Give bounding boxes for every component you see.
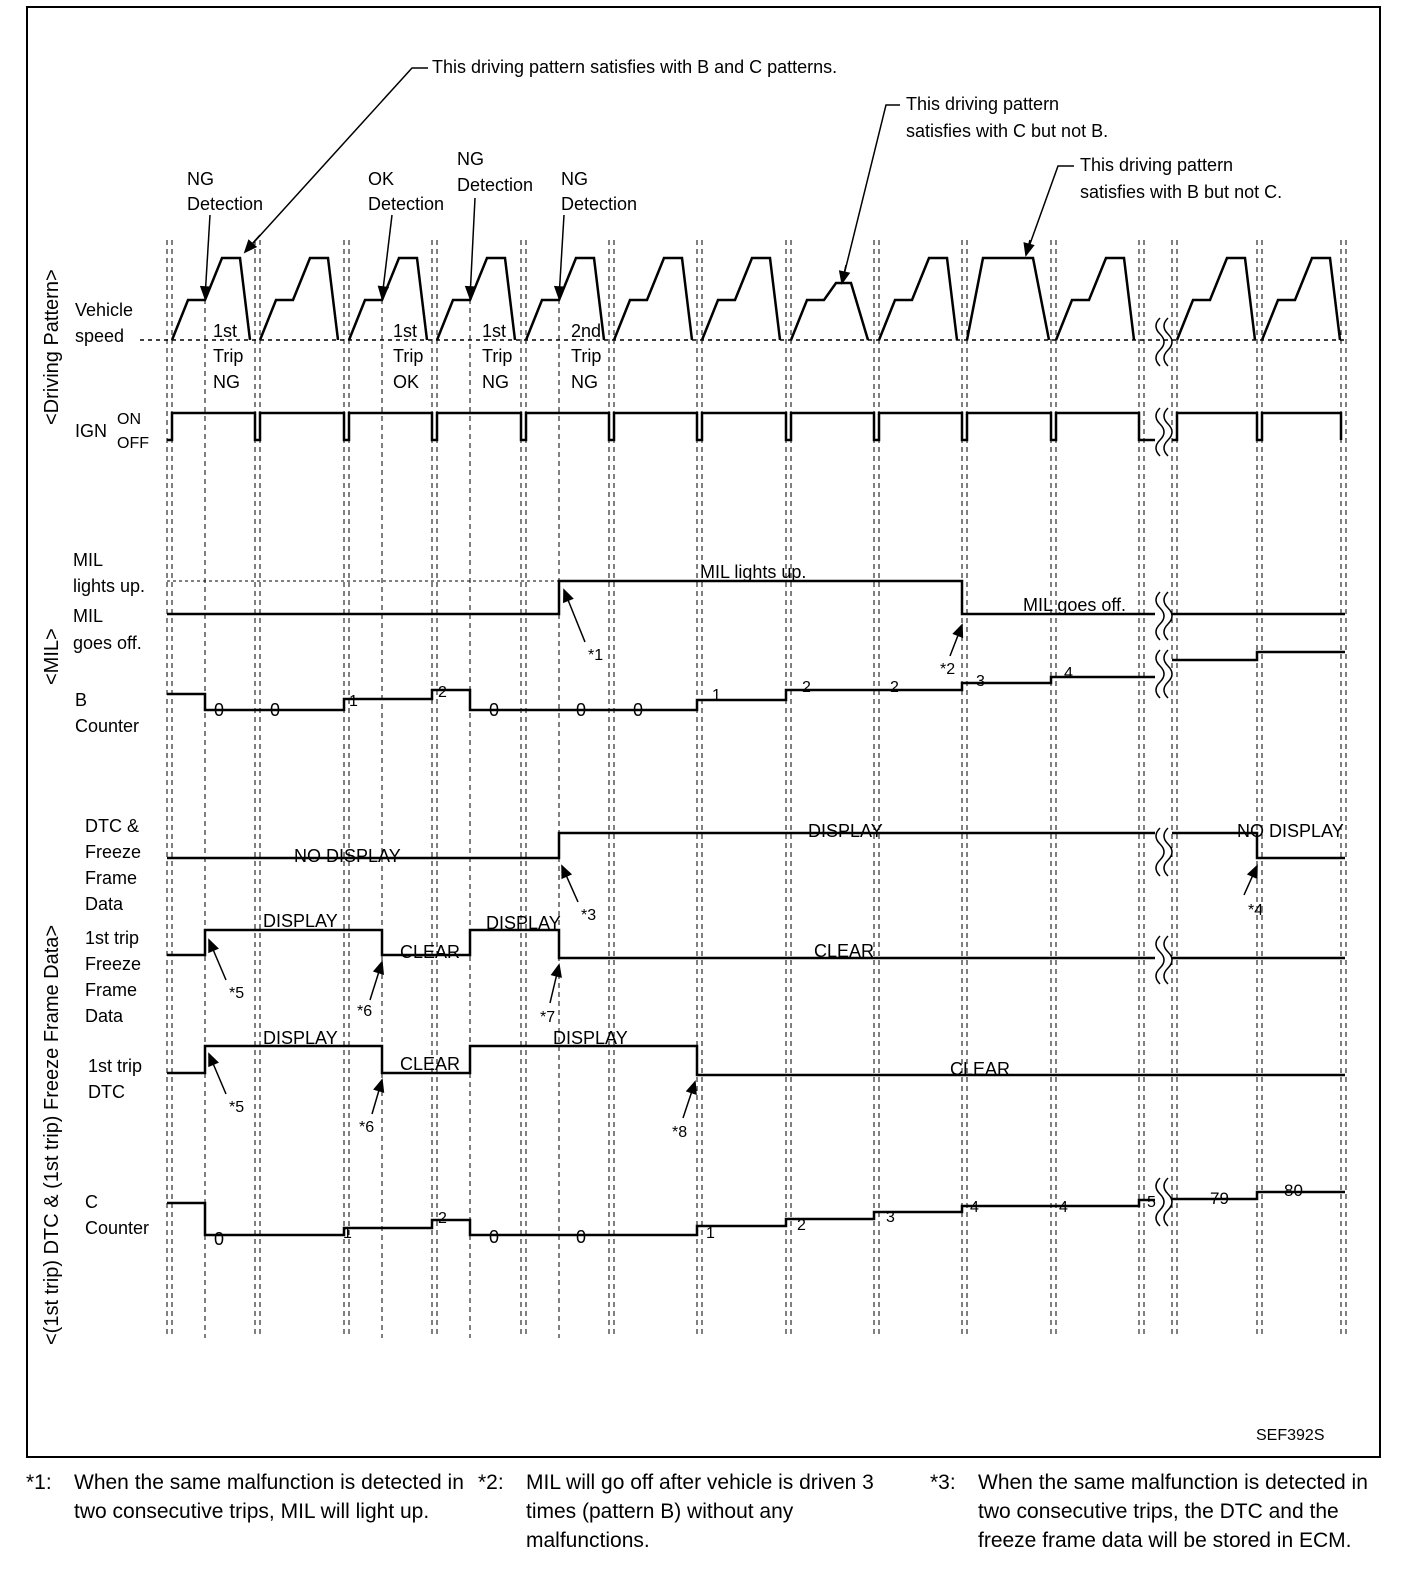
c-counter-value: 1 [343, 1225, 352, 1242]
break-curve [1164, 592, 1172, 640]
vehicle-speed-trip [260, 258, 338, 340]
arrowhead [209, 1054, 218, 1066]
arrowhead [564, 590, 573, 602]
break-symbol [1156, 650, 1172, 698]
arrowhead [1024, 243, 1033, 255]
c-counter-value: 2 [438, 1210, 447, 1227]
marker-arrow-6b [372, 1080, 383, 1114]
trip1-line3: NG [213, 372, 240, 392]
b-counter-value: 2 [438, 684, 447, 701]
callout-b-not-c-line2: satisfies with B but not C. [1080, 182, 1283, 202]
vehicle-speed-trip [172, 258, 250, 340]
detection-arrow [201, 215, 210, 298]
label-dtc-4: Data [85, 894, 124, 914]
label-ign-off: OFF [117, 435, 149, 452]
c-counter-value: 5 [1147, 1194, 1156, 1211]
marker-arrow-8 [683, 1082, 696, 1118]
marker-5b: *5 [229, 1099, 245, 1116]
state-td-display-2: DISPLAY [553, 1028, 628, 1048]
vehicle-speed-trip [791, 283, 868, 340]
marker-arrow-3 [562, 866, 578, 902]
section-driving-pattern: <Driving Pattern> [41, 269, 63, 425]
footnote-mark: *2: [478, 1471, 504, 1494]
trip4-line2: Trip [571, 346, 602, 366]
c-counter-value: 4 [1059, 1199, 1068, 1216]
b-counter-value: 2 [890, 679, 899, 696]
trip3-line3: NG [482, 372, 509, 392]
break-curve [1156, 408, 1164, 456]
break-symbol [1156, 408, 1172, 456]
arrowhead [954, 625, 963, 637]
marker-arrow-5b [209, 1054, 226, 1094]
detection-ng-3-line1: NG [561, 169, 588, 189]
label-first-dtc-1: 1st trip [88, 1056, 143, 1076]
b-counter-value: 1 [712, 687, 721, 704]
break-curve [1164, 1178, 1172, 1226]
callout-leader [1026, 166, 1074, 255]
mil-waveform [167, 581, 1155, 614]
footnote-text: MIL will go off after vehicle is driven 3 times (pattern B) without any malfunctions. [526, 1471, 874, 1552]
detection-ng-1-line1: NG [187, 169, 214, 189]
label-ffd-2: Freeze [85, 954, 142, 974]
b-counter-value: 4 [1064, 665, 1073, 682]
callout-leader [842, 105, 900, 283]
footnote-mark: *1: [26, 1471, 52, 1494]
label-c-counter-1: C [85, 1192, 98, 1212]
marker-4: *4 [1248, 902, 1264, 919]
break-curve [1156, 318, 1164, 366]
marker-arrow-2 [950, 625, 962, 656]
trip1-line1: 1st [213, 321, 238, 341]
vehicle-speed-trip [702, 258, 780, 340]
detection-ng-2-line1: NG [457, 149, 484, 169]
b-counter-value: 0 [270, 700, 281, 720]
state-td-display-1: DISPLAY [263, 1028, 338, 1048]
callout-arrow [840, 265, 849, 283]
vehicle-speed-trip [614, 258, 692, 340]
arrowhead [209, 940, 218, 952]
label-mil-off-2: goes off. [73, 633, 142, 653]
label-b-counter-1: B [75, 690, 88, 710]
label-b-counter-2: Counter [75, 716, 140, 736]
break-curve [1164, 828, 1172, 876]
vehicle-speed-trip [1056, 258, 1134, 340]
annotation-arrows [201, 68, 1257, 1118]
trip1-line2: Trip [213, 346, 244, 366]
section-dtc: <(1st trip) DTC & (1st trip) Freeze Frame Data> [41, 924, 63, 1345]
label-vehicle-speed-1: Vehicle [75, 300, 134, 320]
b-counter-value: 1 [349, 693, 358, 710]
state-td-clear-2: CLEAR [950, 1059, 1011, 1079]
label-ffd-4: Data [85, 1006, 124, 1026]
label-mil-up-2: lights up. [73, 576, 146, 596]
state-ffd-clear-2: CLEAR [814, 941, 875, 961]
detection-arrow [379, 215, 392, 298]
break-symbol [1156, 318, 1172, 366]
break-curve [1164, 936, 1172, 984]
trip4-line3: NG [571, 372, 598, 392]
vehicle-speed-trip [879, 258, 957, 340]
break-curve [1164, 408, 1172, 456]
state-ffd-display-1: DISPLAY [263, 911, 338, 931]
state-ffd-display-2: DISPLAY [486, 913, 561, 933]
label-ffd-3: Frame [85, 980, 138, 1000]
break-symbol [1156, 592, 1172, 640]
state-mil-lights-up: MIL lights up. [700, 562, 807, 582]
detection-arrow [555, 215, 564, 298]
arrowhead [552, 965, 561, 977]
state-ffd-clear-1: CLEAR [400, 942, 461, 962]
detection-ng-1-line2: Detection [187, 194, 264, 214]
ign-waveform-tail [1172, 413, 1341, 440]
arrowhead [379, 286, 388, 298]
c-counter-value: 0 [214, 1229, 225, 1249]
figure-code: SEF392S [1256, 1427, 1325, 1444]
marker-arrow-6a [370, 962, 383, 1000]
break-symbol [1156, 1178, 1172, 1226]
trip2-line2: Trip [393, 346, 424, 366]
section-mil: <MIL> [41, 628, 63, 685]
callout-arrow [245, 235, 260, 252]
break-curve [1156, 592, 1164, 640]
marker-7: *7 [540, 1009, 556, 1026]
arrowhead [1248, 866, 1257, 878]
state-dtc-no-display: NO DISPLAY [294, 846, 401, 866]
arrow-shaft [559, 215, 564, 298]
b-counter-value: 3 [976, 673, 985, 690]
arrowhead [562, 866, 571, 878]
break-curve [1156, 936, 1164, 984]
b-counter-value: 0 [489, 700, 500, 720]
b-counter-waveform [167, 677, 1155, 710]
state-dtc-no-display-2: NO DISPLAY [1237, 821, 1344, 841]
vehicle-speed-trip [967, 258, 1049, 340]
b-counter-value: 0 [214, 700, 225, 720]
c-counter-value: 0 [489, 1227, 500, 1247]
arrow-shaft [470, 198, 475, 298]
break-curve [1164, 318, 1172, 366]
c-counter-value: 0 [576, 1227, 587, 1247]
callout-leader [245, 68, 428, 252]
b-counter-value: 0 [633, 700, 644, 720]
ign-waveform [167, 413, 1155, 440]
marker-1: *1 [588, 647, 604, 664]
c-counter-value: 4 [970, 1199, 979, 1216]
c-counter-value: 80 [1284, 1181, 1303, 1200]
footnote-mark: *3: [930, 1471, 956, 1494]
arrowhead [374, 962, 383, 974]
c-counter-value: 79 [1210, 1189, 1229, 1208]
vehicle-speed-trip [1262, 258, 1340, 340]
arrowhead [374, 1080, 383, 1092]
break-curve [1156, 828, 1164, 876]
c-counter-value: 2 [797, 1217, 806, 1234]
state-td-clear-1: CLEAR [400, 1054, 461, 1074]
detection-ng-2-line2: Detection [457, 175, 534, 195]
trip2-line3: OK [393, 372, 420, 392]
b-counter-waveform-tail [1172, 652, 1345, 660]
label-dtc-1: DTC & [85, 816, 139, 836]
b-counter-value: 2 [802, 679, 811, 696]
marker-8: *8 [672, 1124, 688, 1141]
marker-5a: *5 [229, 985, 245, 1002]
footnote-text: When the same malfunction is detected in two consecutive trips, the DTC and the freeze frame data will be stored in ECM. [978, 1471, 1368, 1552]
callout-c-not-b-line2: satisfies with C but not B. [906, 121, 1109, 141]
marker-arrow-5a [209, 940, 226, 980]
break-curve [1156, 1178, 1164, 1226]
detection-ng-3-line2: Detection [561, 194, 638, 214]
label-dtc-3: Frame [85, 868, 138, 888]
c-counter-value: 1 [706, 1225, 715, 1242]
marker-arrow-1 [564, 590, 585, 642]
b-counter-value: 0 [576, 700, 587, 720]
break-curve [1164, 650, 1172, 698]
footnote-text: When the same malfunction is detected in two consecutive trips, MIL will light up. [74, 1471, 464, 1523]
trip2-line1: 1st [393, 321, 418, 341]
callout-arrow [1024, 240, 1033, 255]
callout-c-not-b-line1: This driving pattern [906, 94, 1060, 114]
label-vehicle-speed-2: speed [75, 326, 125, 346]
marker-6b: *6 [359, 1119, 375, 1136]
vehicle-speed-trip [1177, 258, 1255, 340]
trip3-line2: Trip [482, 346, 513, 366]
arrowhead [687, 1082, 696, 1094]
label-mil-up-1: MIL [73, 550, 104, 570]
arrowhead [840, 271, 849, 283]
label-dtc-2: Freeze [85, 842, 142, 862]
break-curve [1156, 650, 1164, 698]
c-counter-value: 3 [886, 1209, 895, 1226]
c-counter-waveform [167, 1200, 1155, 1235]
label-ffd-1: 1st trip [85, 928, 140, 948]
label-mil-off-1: MIL [73, 606, 104, 626]
first-trip-ffd-waveform [167, 930, 1155, 958]
trip4-line1: 2nd [571, 321, 602, 341]
label-ign-on: ON [117, 411, 141, 428]
detection-ok-line1: OK [368, 169, 395, 189]
marker-3: *3 [581, 907, 597, 924]
callout-b-not-c-line1: This driving pattern [1080, 155, 1234, 175]
state-mil-goes-off: MIL goes off. [1023, 595, 1127, 615]
label-c-counter-2: Counter [85, 1218, 150, 1238]
trip-guide-lines [140, 240, 1346, 1338]
label-ign: IGN [75, 421, 108, 441]
state-dtc-display: DISPLAY [808, 821, 883, 841]
break-symbol [1156, 828, 1172, 876]
arrow-shaft [205, 215, 210, 298]
detection-arrow [466, 198, 475, 298]
callout-bc-patterns: This driving pattern satisfies with B and C patterns. [432, 57, 838, 77]
break-symbol [1156, 936, 1172, 984]
marker-6a: *6 [357, 1003, 373, 1020]
trip3-line1: 1st [482, 321, 507, 341]
marker-2: *2 [940, 661, 956, 678]
c-counter-waveform-tail [1172, 1192, 1345, 1199]
marker-arrow-4 [1244, 866, 1257, 895]
detection-ok-line2: Detection [368, 194, 445, 214]
label-first-dtc-2: DTC [88, 1082, 125, 1102]
